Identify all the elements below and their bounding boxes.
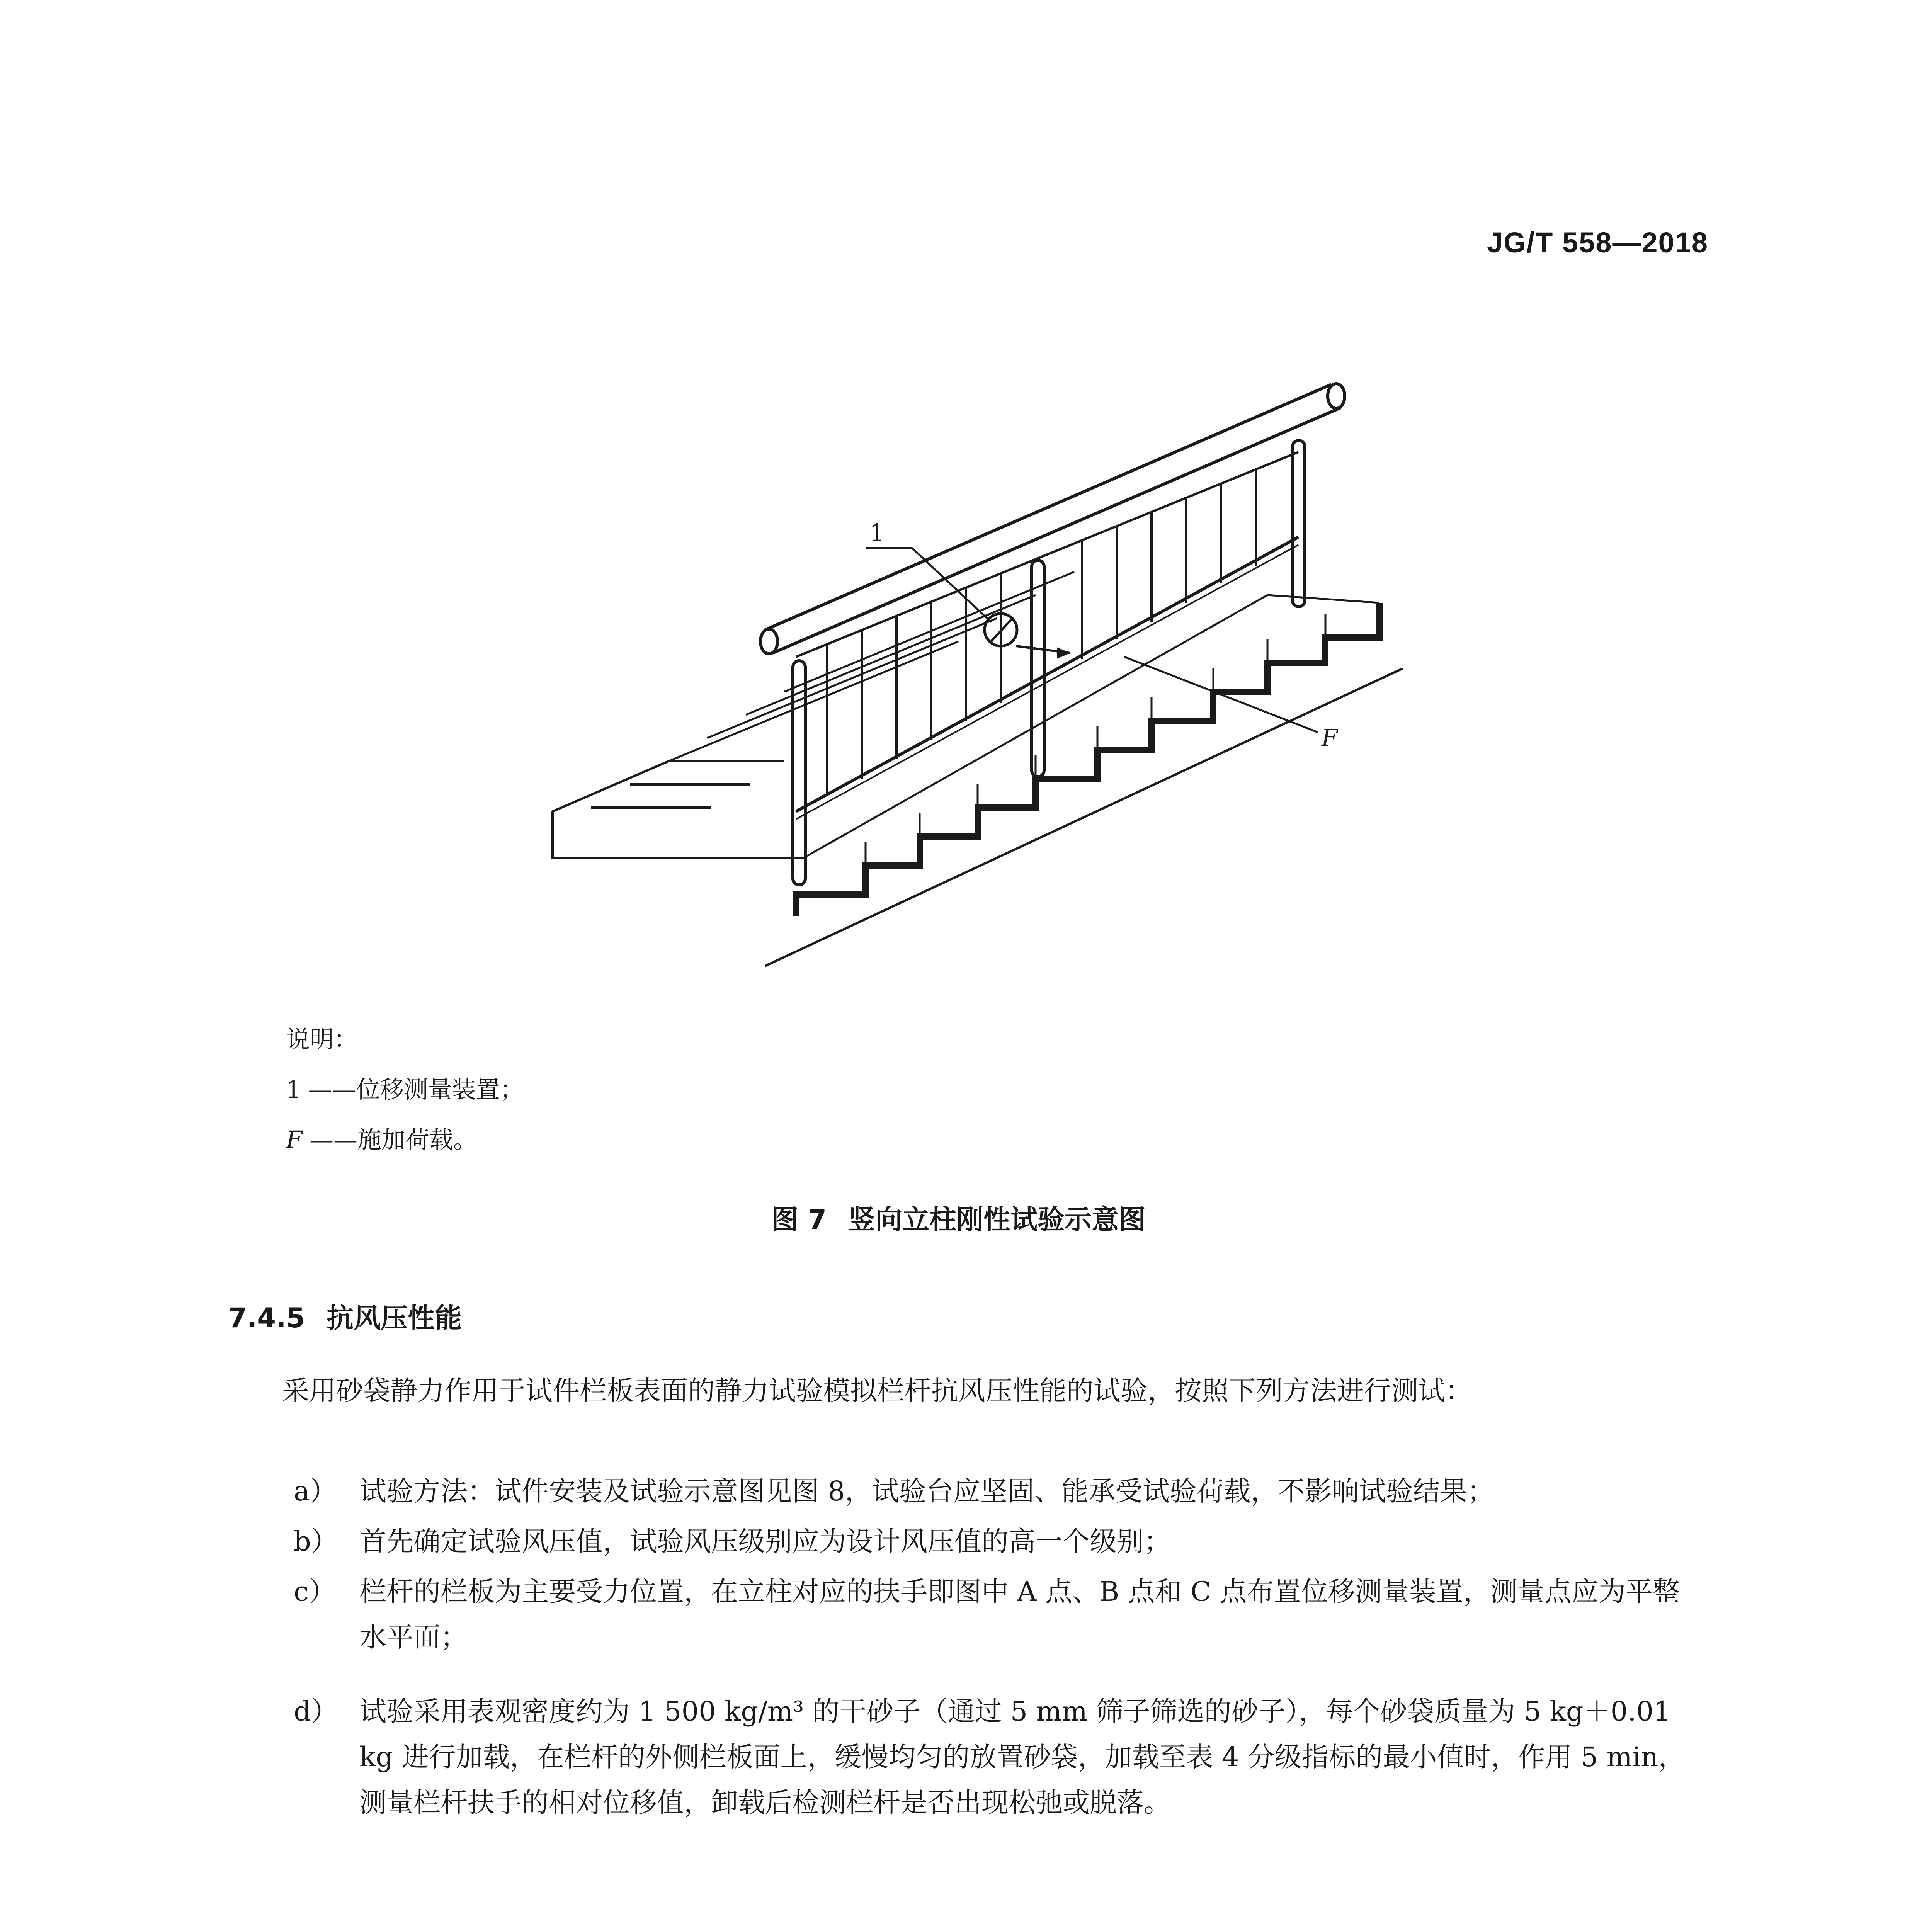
- list-item-d: [294, 1689, 1692, 1825]
- legend-text: 施加荷载。: [357, 1126, 478, 1154]
- figure-caption: [0, 1198, 1917, 1237]
- list-item-text: 试验采用表观密度约为 1 500 kg/m³ 的干砂子（通过 5 mm 筛子筛选的砂子），每个砂袋质量为 5 kg＋0.01 kg 进行加载，在栏杆的外侧栏板面上，缓慢均匀的放置砂袋，加载至表 4 分级指标的最小值时，作用 5 min，测量栏杆扶手的相对位移值，卸载后检测栏杆是否出现松弛或脱落。: [359, 1696, 1686, 1818]
- handrail-end-left: [760, 629, 777, 654]
- table-caption: [0, 1928, 1917, 1932]
- standard-code: JG/T 558—2018: [1487, 226, 1708, 259]
- legend-item-1: 1 ——位移测量装置；: [286, 1075, 524, 1104]
- figure-7-diagram: [533, 359, 1422, 989]
- handrail-end-right: [1328, 384, 1345, 408]
- list-item-b: [294, 1519, 1692, 1564]
- landing: [553, 811, 804, 858]
- post-middle: [1032, 560, 1044, 777]
- list-item-text: 栏杆的栏板为主要受力位置，在立柱对应的扶手即图中 A 点、B 点和 C 点布置位移测量装置，测量点应为平整水平面；: [359, 1576, 1680, 1653]
- list-item-a: [294, 1468, 1692, 1514]
- list-item-c: [294, 1569, 1692, 1660]
- legend-item-F: F ——施加荷载。: [286, 1126, 478, 1154]
- list-item-text: 试验方法：试件安装及试验示意图见图 8，试验台应坚固、能承受试验荷载，不影响试验结果；: [359, 1475, 1494, 1507]
- figure-caption-title: 竖向立柱刚性试验示意图: [848, 1204, 1146, 1235]
- figure-caption-number: 图 7: [771, 1204, 827, 1235]
- list-item-label: c）: [294, 1576, 336, 1607]
- list-item-label: d）: [294, 1696, 338, 1727]
- post-right: [1293, 440, 1305, 607]
- legend-key: F: [286, 1126, 303, 1154]
- list-item-label: b）: [294, 1526, 338, 1557]
- legend-text: 位移测量装置；: [356, 1075, 524, 1104]
- section-intro: 采用砂袋静力作用于试件栏板表面的静力试验模拟栏杆抗风压性能的试验，按照下列方法进行测试：: [282, 1375, 1472, 1406]
- legend-key: 1: [286, 1075, 301, 1104]
- section-number: 7.4.5: [228, 1302, 305, 1334]
- callout-F-label: F: [1322, 724, 1338, 752]
- section-heading: [228, 1296, 462, 1335]
- list-item-label: a）: [294, 1475, 337, 1507]
- callout-1-label: 1: [869, 519, 885, 547]
- legend-title: 说明：: [286, 1025, 358, 1053]
- list-item-text: 首先确定试验风压值，试验风压级别应为设计风压值的高一个级别；: [359, 1526, 1171, 1557]
- section-title: 抗风压性能: [327, 1302, 462, 1334]
